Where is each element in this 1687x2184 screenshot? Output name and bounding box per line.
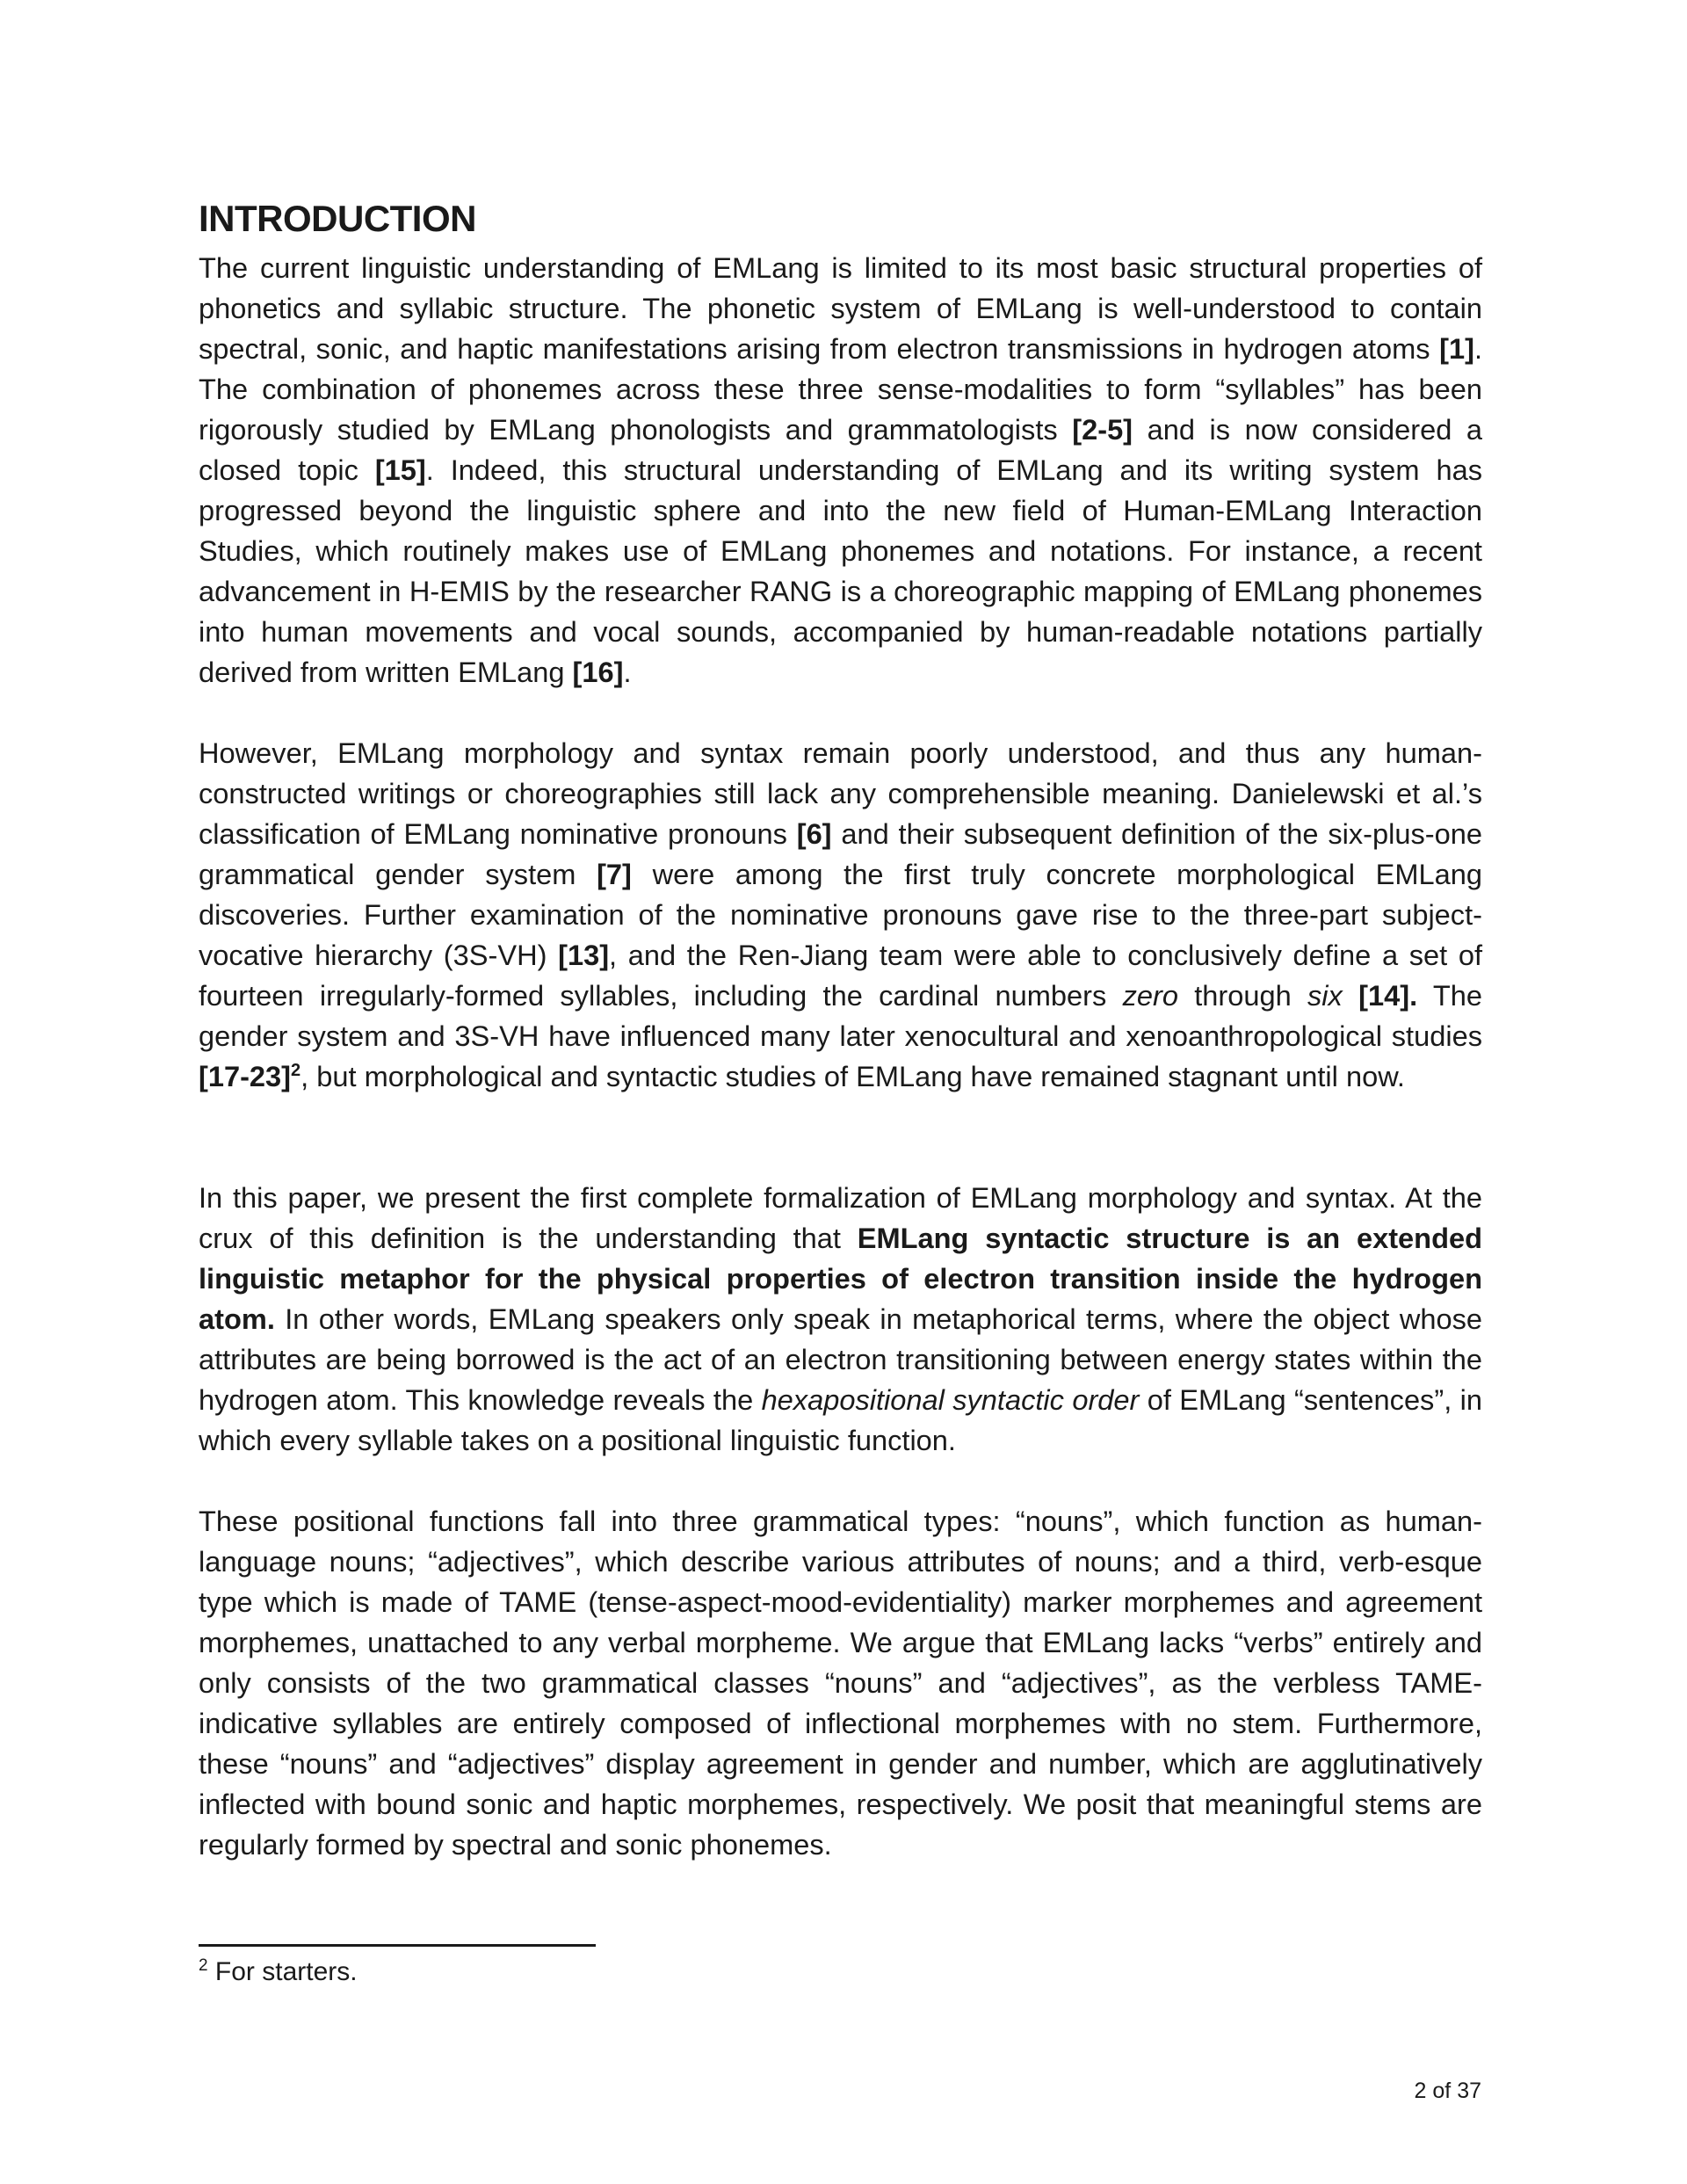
citation: [13] (558, 939, 610, 971)
citation: [14]. (1358, 979, 1418, 1012)
citation: [17-23] (199, 1060, 292, 1092)
paragraph-4: These positional functions fall into three grammatical types: “nouns”, which function as human-language nouns; “adjectives”, which describe various attributes of nouns; and a third, verb-esque type which is made of TAME (tense-aspect-mood-evidentiality) marker morphemes and agreement morphemes, unattached to any verbal morpheme. We argue that EMLang lacks “verbs” entirely and only consists of the two grammatical classes “nouns” and “adjectives”, as the verbless TAME-indicative syllables are entirely composed of inflectional morphemes with no stem. Furthermore, these “nouns” and “adjectives” display agreement in gender and number, which are agglutinatively inflected with bound sonic and haptic morphemes, respectively. We posit that meaningful stems are regularly formed by spectral and sonic phonemes. (199, 1505, 1482, 1861)
citation: [2-5] (1072, 413, 1133, 446)
page-content (199, 195, 1482, 1865)
section-heading: INTRODUCTION (199, 198, 476, 239)
citation: [1] (1439, 332, 1474, 365)
paragraph-spacer (199, 693, 1482, 733)
paragraph-1: The current linguistic understanding of EMLang is limited to its most basic structural properties of phonetics and syllabic structure. The phonetic system of EMLang is well-understood to contain spectral, sonic, and haptic manifestations arising from electron transmissions in hydrogen atoms [1]. The combination of phonemes across these three sense-modalities to form “syllables” has been rigorously studied by EMLang phonologists and grammatologists [2-5] and is now considered a closed topic [15]. Indeed, this structural understanding of EMLang and its writing system has progressed beyond the linguistic sphere and into the new field of Human-EMLang Interaction Studies, which routinely makes use of EMLang phonemes and notations. For instance, a recent advancement in H-EMIS by the researcher RANG is a choreographic mapping of EMLang phonemes into human movements and vocal sounds, accompanied by human-readable notations partially derived from written EMLang [16]. (199, 251, 1482, 688)
footnote-divider (199, 1944, 596, 1947)
paragraph-spacer (199, 1461, 1482, 1501)
footnote-text: For starters. (207, 1957, 358, 1986)
footnote-marker: 2 (199, 1956, 208, 1975)
footnote (199, 1955, 358, 1990)
paragraph-spacer (199, 1097, 1482, 1178)
paragraph-2: However, EMLang morphology and syntax remain poorly understood, and thus any human-constructed writings or choreographies still lack any comprehensible meaning. Danielewski et al.’s classification of EMLang nominative pronouns [6] and their subsequent definition of the six-plus-one grammatical gender system [7] were among the first truly concrete morphological EMLang discoveries. Further examination of the nominative pronouns gave rise to the three-part subject-vocative hierarchy (3S-VH) [13], and the Ren-Jiang team were able to conclusively define a set of fourteen irregularly-formed syllables, including the cardinal numbers zero through six [14]. The gender system and 3S-VH have influenced many later xenocultural and xenoanthropological studies $[17-23]^2$, but morphological and syntactic studies of EMLang have remained stagnant until now. (199, 736, 1482, 1092)
citation: [6] (796, 817, 832, 850)
emphasis: six (1307, 979, 1343, 1012)
citation: [15] (374, 453, 426, 486)
citation: [16] (572, 656, 624, 688)
paragraph-3: In this paper, we present the first complete formalization of EMLang morphology and syntax. At the crux of this definition is the understanding that EMLang syntactic structure is an extended linguistic metaphor for the physical properties of electron transition inside the hydrogen atom. In other words, EMLang speakers only speak in metaphorical terms, where the object whose attributes are being borrowed is the act of an electron transitioning between energy states within the hydrogen atom. This knowledge reveals the hexapositional syntactic order of EMLang “sentences”, in which every syllable takes on a positional linguistic function. (199, 1181, 1482, 1456)
page-number: 2 of 37 (1414, 2079, 1481, 2103)
key-claim: EMLang syntactic structure is an extended linguistic metaphor for the physical properties of electron transition inside the hydrogen atom. (199, 1222, 1482, 1335)
citation: [7] (597, 858, 632, 890)
emphasis: hexapositional syntactic order (761, 1383, 1140, 1416)
emphasis: zero (1122, 979, 1178, 1012)
footnote-reference[interactable]: 2 (291, 1061, 301, 1081)
